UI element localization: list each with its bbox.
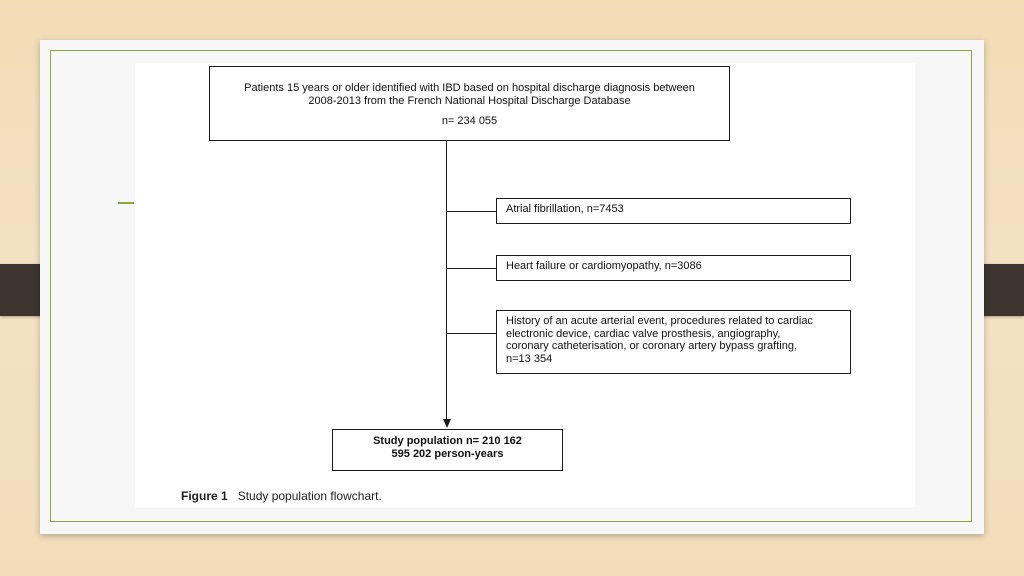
study-population-box [332,429,563,471]
study-line-1: Study population n= 210 162 [373,435,522,447]
connector-hf [446,268,496,269]
exclusion-heart-failure [496,255,851,281]
main-vertical-line [446,141,447,420]
connector-history [446,333,496,334]
figure-caption [181,489,382,503]
connector-af [446,211,496,212]
arrow-head [443,419,451,428]
exclusion-arterial-history [496,310,851,374]
source-line-2: 2008-2013 from the French National Hospital Discharge Database [308,94,631,107]
source-line-1: Patients 15 years or older identified with IBD based on hospital discharge diagnosis between [244,82,695,94]
exclusion-line-1: History of an acute arterial event, procedures related to cardiac [506,315,813,327]
exclusion-atrial-fibrillation [496,198,851,224]
source-population-box [209,66,730,141]
figure-caption-text: Study population flowchart. [237,489,382,503]
figure-label: Figure 1 [181,489,228,503]
exclusion-line-2: electronic device, cardiac valve prosthesis, angiography, [506,327,781,340]
exclusion-text: Atrial fibrillation, n=7453 [506,203,624,215]
exclusion-line-4: n=13 354 [506,352,553,365]
exclusion-line-3: coronary catheterisation, or coronary artery bypass grafting, [506,340,798,353]
exclusion-text: Heart failure or cardiomyopathy, n=3086 [506,260,702,272]
source-count: n= 234 055 [441,115,498,128]
study-line-2: 595 202 person-years [391,447,504,460]
decorative-dash [118,202,134,204]
